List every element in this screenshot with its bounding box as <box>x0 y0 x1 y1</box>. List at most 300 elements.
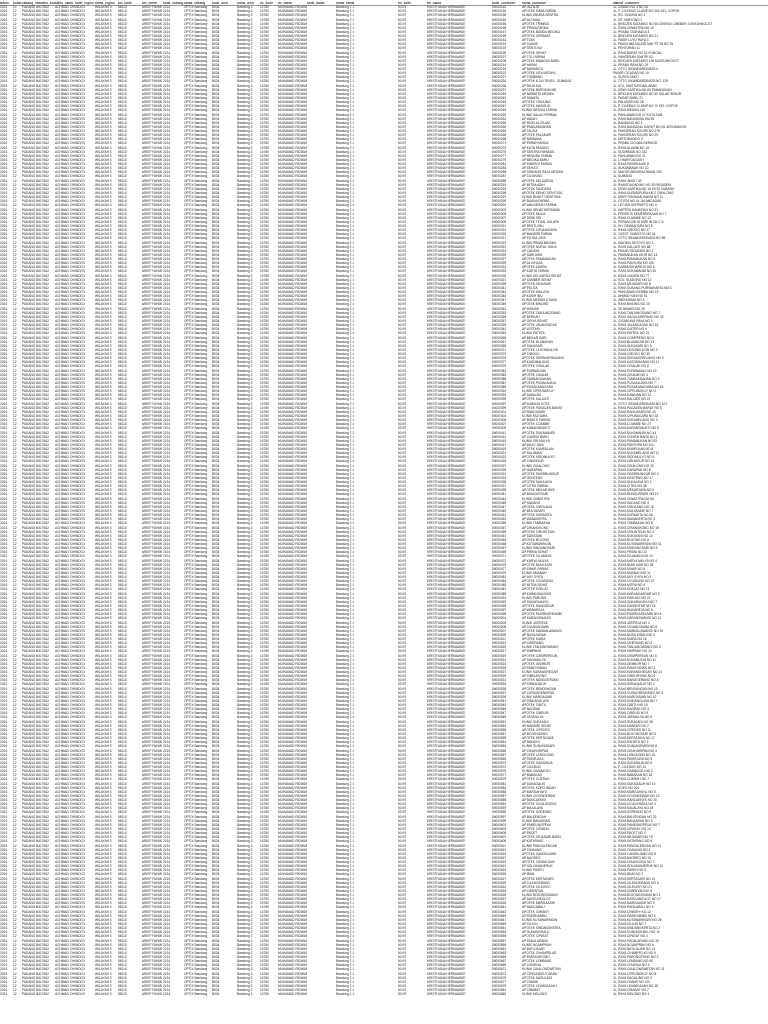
cell-dc-kode: 14780 <box>260 616 278 620</box>
cell-sales-kode: 17662 <box>40 534 55 538</box>
cell-tm-nama: KRISTIYANA HERMAWATI <box>427 794 492 798</box>
cell-nama-region: WILAYAH 3 <box>95 26 118 30</box>
cell-nama-kanal: Bandung 2 1 <box>336 827 398 831</box>
cell-nama-region: WILAYAH 3 <box>95 587 118 591</box>
cell-bulan: 12 <box>13 84 22 88</box>
cell-kode-region: INDO3 <box>75 848 95 852</box>
cell-nama-area: Bandung 3 <box>237 765 260 769</box>
cell-sales-kode: 17662 <box>40 728 55 732</box>
cell-am-kode: 58110 <box>118 868 142 872</box>
cell-nama-customer: APOTEK K-24 ITENTA - SUMANG <box>522 79 613 83</box>
cell-nama-kanal: Bandung 2 1 <box>336 728 398 732</box>
cell-nama-customer: KLINIK PANGALENGAN <box>522 844 613 848</box>
cell-nama-customer: APOTEK KIMIA FARMA <box>522 9 613 13</box>
cell-sales-kode: 17662 <box>40 26 55 30</box>
cell-dc-kode: 14780 <box>260 323 278 327</box>
cell-kode-customer: 50000166 <box>492 26 522 30</box>
column-header-bulan: bulan <box>13 1 22 5</box>
cell-am-nama: ARIEF FAHMI <box>142 699 163 703</box>
cell-am-kode: 58110 <box>118 488 142 492</box>
cell-tahun: 2024 <box>0 166 13 170</box>
cell-tm-kode: 50.09 <box>398 117 427 121</box>
cell-bulan: 12 <box>13 761 22 765</box>
cell-bulan: 12 <box>13 666 22 670</box>
cell-alamat-customer: JL. RAYA CURUGRENDENG NO 4 <box>613 691 768 695</box>
cell-tm-kode: 50.09 <box>398 695 427 699</box>
cell-cabang-nama: PADANG BA <box>22 625 40 629</box>
cell-kode-region: INDO3 <box>75 790 95 794</box>
cell-kode-area: B034 <box>212 290 237 294</box>
cell-kode-region: INDO3 <box>75 769 95 773</box>
cell-alamat-customer: JL. RAYA PRIMA NO 22 <box>613 550 768 554</box>
cell-sales-kode: 17662 <box>40 88 55 92</box>
cell-tahun: 2024 <box>0 443 13 447</box>
cell-sales-kode: 17662 <box>40 782 55 786</box>
cell-nama-cabang: OPTIX Bandung <box>184 472 212 476</box>
cell-nama-kanal: Bandung 2 1 <box>336 327 398 331</box>
cell-tm-nama: KRISTIYANA HERMAWATI <box>427 447 492 451</box>
cell-sales-nama: ACHMAD CH <box>55 22 75 26</box>
cell-am-kode: 58110 <box>118 356 142 360</box>
cell-tahun: 2024 <box>0 294 13 298</box>
cell-dc-nama: MUHAMAD RIDWAN <box>278 203 307 207</box>
cell-am-kode: 58110 <box>118 517 142 521</box>
cell-sales-nama: ACHMAD CH <box>55 728 75 732</box>
cell-sales-nama: ACHMAD CH <box>55 575 75 579</box>
cell-nama-kanal: Bandung 2 1 <box>336 769 398 773</box>
cell-tahun: 2024 <box>0 373 13 377</box>
cell-nama-cabang: OPTIX Bandung <box>184 550 212 554</box>
cell-dc-kode: 14780 <box>260 121 278 125</box>
cell-kode-area: B034 <box>212 815 237 819</box>
cell-alamat-customer: JL. MAYOR ABDURACHMAN 192 <box>613 170 768 174</box>
cell-sales-kode: 17662 <box>40 583 55 587</box>
cell-kode-region: INDO3 <box>75 550 95 554</box>
cell-tahun: 2024 <box>0 674 13 678</box>
cell-dc-nama: MUHAMAD RIDWAN <box>278 757 307 761</box>
cell-tm-nama: KRISTIYANA HERMAWATI <box>427 96 492 100</box>
cell-kode-customer: 50000479 <box>492 571 522 575</box>
cell-alamat-customer: JL. OTTO ISKANDARDINATA 4 <box>613 67 768 71</box>
cell-cabang-nama: PADANG BA <box>22 360 40 364</box>
cell-am-kode: 58110 <box>118 397 142 401</box>
cell-tm-kode: 50.09 <box>398 443 427 447</box>
cell-am-nama: ARIEF FAHMI <box>142 183 163 187</box>
cell-nama-region: WILAYAH 3 <box>95 732 118 736</box>
cell-kode-area: B034 <box>212 30 237 34</box>
cell-alamat-customer: JL. RAYA PANGALENGAN NO 11 <box>613 844 768 848</box>
cell-nama-region: WILAYAH 3 <box>95 241 118 245</box>
cell-nama-customer: AP.NIRWANA <box>522 137 613 141</box>
cell-nama-customer: KLINIK PRIMA MEDIKA <box>522 241 613 245</box>
cell-kode-area: B034 <box>212 418 237 422</box>
cell-nama-area: Bandung 3 <box>237 220 260 224</box>
cell-nama-area: Bandung 3 <box>237 645 260 649</box>
cell-dc-kode: 14780 <box>260 749 278 753</box>
cell-nama-kanal: Bandung 2 1 <box>336 542 398 546</box>
cell-am-nama: ARIEF FAHMI <box>142 261 163 265</box>
cell-nama-cabang: OPTIX Bandung <box>184 46 212 50</box>
cell-nama-kanal: Bandung 2 1 <box>336 26 398 30</box>
cell-tm-kode: 50.09 <box>398 596 427 600</box>
cell-nama-region: WILAYAH 3 <box>95 208 118 212</box>
cell-tahun: 2024 <box>0 472 13 476</box>
cell-bulan: 12 <box>13 129 22 133</box>
cell-sales-nama: ACHMAD CH <box>55 592 75 596</box>
cell-bulan: 12 <box>13 872 22 876</box>
cell-tahun: 2024 <box>0 84 13 88</box>
cell-tm-kode: 50.09 <box>398 835 427 839</box>
cell-nama-cabang: OPTIX Bandung <box>184 753 212 757</box>
cell-nama-area: Bandung 3 <box>237 526 260 530</box>
cell-tm-nama: KRISTIYANA HERMAWATI <box>427 170 492 174</box>
cell-bulan: 12 <box>13 13 22 17</box>
cell-sales-nama: ACHMAD CH <box>55 612 75 616</box>
cell-kode-cabang: 2134 <box>163 96 184 100</box>
cell-kode-cabang: 2134 <box>163 707 184 711</box>
cell-nama-customer: APOTEK BAROKAH 88 <box>522 88 613 92</box>
cell-nama-cabang: OPTIX Bandung <box>184 203 212 207</box>
cell-alamat-customer: JL. PANGERAN SANTRI 62 <box>613 55 768 59</box>
cell-tm-nama: KRISTIYANA HERMAWATI <box>427 546 492 550</box>
cell-cabang-nama: PADANG BA <box>22 773 40 777</box>
cell-kode-area: B034 <box>212 220 237 224</box>
cell-nama-area: Bandung 3 <box>237 744 260 748</box>
cell-bulan: 12 <box>13 740 22 744</box>
cell-bulan: 12 <box>13 480 22 484</box>
cell-am-kode: 58110 <box>118 331 142 335</box>
cell-sales-nama: ACHMAD CH <box>55 51 75 55</box>
cell-dc-kode: 14780 <box>260 678 278 682</box>
cell-cabang-nama: PADANG BA <box>22 146 40 150</box>
cell-kode-customer: 50000167 <box>492 30 522 34</box>
cell-nama-customer: AP.CITRA FARMA <box>522 484 613 488</box>
cell-kode-area: B034 <box>212 517 237 521</box>
cell-dc-nama: MUHAMAD RIDWAN <box>278 596 307 600</box>
cell-dc-kode: 14780 <box>260 517 278 521</box>
cell-nama-area: Bandung 3 <box>237 208 260 212</box>
cell-nama-kanal: Bandung 2 1 <box>336 30 398 34</box>
cell-nama-cabang: OPTIX Bandung <box>184 100 212 104</box>
cell-am-kode: 58110 <box>118 191 142 195</box>
cell-tahun: 2024 <box>0 22 13 26</box>
cell-sales-kode: 17662 <box>40 753 55 757</box>
cell-alamat-customer: JL. RAYA MEDIKA 116 <box>613 108 768 112</box>
cell-kode-customer: 50000603 <box>492 827 522 831</box>
cell-sales-nama: ACHMAD CH <box>55 732 75 736</box>
cell-kode-region: INDO3 <box>75 736 95 740</box>
cell-kode-area: B034 <box>212 526 237 530</box>
cell-kode-region: INDO3 <box>75 63 95 67</box>
cell-bulan: 12 <box>13 323 22 327</box>
cell-dc-kode: 14780 <box>260 187 278 191</box>
cell-cabang-nama: PADANG BA <box>22 451 40 455</box>
cell-nama-customer: APOTEK SOREANG <box>522 810 613 814</box>
cell-nama-customer: AP.ANUGERAH FARMA <box>522 203 613 207</box>
cell-kode-cabang: 2134 <box>163 327 184 331</box>
cell-sales-kode: 17662 <box>40 455 55 459</box>
cell-tm-kode: 50.09 <box>398 88 427 92</box>
cell-kode-cabang: 2134 <box>163 670 184 674</box>
cell-nama-kanal: Bandung 2 1 <box>336 162 398 166</box>
cell-nama-kanal: Bandung 2 1 <box>336 753 398 757</box>
cell-nama-kanal: Bandung 2 1 <box>336 42 398 46</box>
cell-kode-cabang: 2134 <box>163 364 184 368</box>
cell-dc-kode: 14780 <box>260 282 278 286</box>
cell-bulan: 12 <box>13 517 22 521</box>
cell-nama-customer: AP.DEWI SRI <box>522 216 613 220</box>
cell-am-kode: 58110 <box>118 711 142 715</box>
cell-nama-area: Bandung 3 <box>237 732 260 736</box>
cell-nama-region: WILAYAH 3 <box>95 323 118 327</box>
cell-dc-nama: MUHAMAD RIDWAN <box>278 96 307 100</box>
cell-kode-region: INDO3 <box>75 517 95 521</box>
cell-tahun: 2024 <box>0 108 13 112</box>
cell-nama-area: Bandung 3 <box>237 464 260 468</box>
cell-dc-kode: 14780 <box>260 744 278 748</box>
cell-nama-cabang: OPTIX Bandung <box>184 253 212 257</box>
cell-nama-customer: AP.CIMENYAN <box>522 889 613 893</box>
cell-tm-nama: KRISTIYANA HERMAWATI <box>427 426 492 430</box>
cell-tm-kode: 50.09 <box>398 559 427 563</box>
cell-nama-area: Bandung 3 <box>237 633 260 637</box>
cell-am-kode: 58110 <box>118 621 142 625</box>
cell-kode-customer: 50000425 <box>492 459 522 463</box>
cell-am-kode: 58110 <box>118 554 142 558</box>
cell-am-kode: 58110 <box>118 728 142 732</box>
cell-cabang-nama: PADANG BA <box>22 348 40 352</box>
cell-tm-nama: KRISTIYANA HERMAWATI <box>427 307 492 311</box>
cell-tm-kode: 50.09 <box>398 113 427 117</box>
cell-tahun: 2024 <box>0 63 13 67</box>
cell-nama-customer: KLINIK ANNISA SENTRA <box>522 13 613 17</box>
cell-kode-cabang: 2134 <box>163 216 184 220</box>
cell-am-kode: 58110 <box>118 327 142 331</box>
cell-dc-nama: MUHAMAD RIDWAN <box>278 526 307 530</box>
cell-nama-area: Bandung 3 <box>237 567 260 571</box>
cell-kode-region: INDO3 <box>75 885 95 889</box>
cell-sales-nama: ACHMAD CH <box>55 538 75 542</box>
cell-kode-customer: 50000535 <box>492 687 522 691</box>
cell-dc-kode: 14780 <box>260 232 278 236</box>
cell-nama-cabang: OPTIX Bandung <box>184 137 212 141</box>
cell-tm-kode: 50.09 <box>398 583 427 587</box>
cell-kode-cabang: 2134 <box>163 559 184 563</box>
cell-dc-nama: MUHAMAD RIDWAN <box>278 319 307 323</box>
cell-nama-region: WILAYAH 3 <box>95 790 118 794</box>
cell-tahun: 2024 <box>0 645 13 649</box>
cell-dc-nama: MUHAMAD RIDWAN <box>278 191 307 195</box>
column-header-kode-kanal: kode_kanal <box>307 1 336 5</box>
cell-sales-kode: 17662 <box>40 794 55 798</box>
cell-nama-area: Bandung 3 <box>237 658 260 662</box>
cell-kode-cabang: 2134 <box>163 426 184 430</box>
cell-nama-kanal: Bandung 2 1 <box>336 113 398 117</box>
cell-am-nama: ARIEF FAHMI <box>142 823 163 827</box>
cell-nama-kanal: Bandung 2 1 <box>336 331 398 335</box>
cell-am-kode: 58110 <box>118 509 142 513</box>
cell-dc-nama: MUHAMAD RIDWAN <box>278 265 307 269</box>
cell-nama-region: WILAYAH 3 <box>95 356 118 360</box>
cell-kode-cabang: 2134 <box>163 728 184 732</box>
cell-sales-kode: 17662 <box>40 815 55 819</box>
cell-dc-kode: 14780 <box>260 203 278 207</box>
cell-alamat-customer: JL. RAYA BLANAKAN NO 13 <box>613 340 768 344</box>
cell-am-nama: ARIEF FAHMI <box>142 687 163 691</box>
cell-kode-region: INDO3 <box>75 687 95 691</box>
cell-kode-area: B034 <box>212 579 237 583</box>
cell-bulan: 12 <box>13 587 22 591</box>
cell-alamat-customer: JL. RAYA SUBANG PURWAKARTA KM 3 <box>613 286 768 290</box>
cell-nama-kanal: Bandung 2 1 <box>336 641 398 645</box>
cell-kode-cabang: 2134 <box>163 893 184 897</box>
cell-nama-cabang: OPTIX Bandung <box>184 55 212 59</box>
cell-nama-customer: KLINIK MEDIKA FARMA <box>522 108 613 112</box>
cell-alamat-customer: JL. RAYA CIKAHURIPAN NO 4 <box>613 749 768 753</box>
cell-am-kode: 58110 <box>118 691 142 695</box>
cell-am-nama: ARIEF FAHMI <box>142 575 163 579</box>
cell-nama-region: WILAYAH 3 <box>95 117 118 121</box>
cell-sales-kode: 17662 <box>40 410 55 414</box>
cell-tahun: 2024 <box>0 464 13 468</box>
cell-bulan: 12 <box>13 418 22 422</box>
cell-nama-cabang: OPTIX Bandung <box>184 146 212 150</box>
cell-cabang-nama: PADANG BA <box>22 645 40 649</box>
cell-bulan: 12 <box>13 340 22 344</box>
cell-nama-customer: AP.HIKMAH <box>522 307 613 311</box>
cell-kode-cabang: 2134 <box>163 488 184 492</box>
cell-nama-cabang: OPTIX Bandung <box>184 418 212 422</box>
cell-tm-kode: 50.09 <box>398 819 427 823</box>
cell-kode-customer: 50000605 <box>492 831 522 835</box>
cell-nama-cabang: OPTIX Bandung <box>184 587 212 591</box>
cell-dc-nama: MUHAMAD RIDWAN <box>278 740 307 744</box>
cell-sales-nama: ACHMAD CH <box>55 5 75 9</box>
cell-nama-kanal: Bandung 2 1 <box>336 844 398 848</box>
cell-bulan: 12 <box>13 261 22 265</box>
cell-nama-customer: AP.PRIMA SEHAT <box>522 550 613 554</box>
cell-sales-kode: 17662 <box>40 84 55 88</box>
cell-sales-kode: 17662 <box>40 435 55 439</box>
cell-sales-kode: 17662 <box>40 550 55 554</box>
cell-kode-region: INDO3 <box>75 773 95 777</box>
cell-cabang-nama: PADANG BA <box>22 195 40 199</box>
cell-kode-area: B034 <box>212 670 237 674</box>
cell-bulan: 12 <box>13 649 22 653</box>
cell-nama-cabang: OPTIX Bandung <box>184 402 212 406</box>
cell-nama-area: Bandung 3 <box>237 150 260 154</box>
cell-cabang-nama: PADANG BA <box>22 220 40 224</box>
cell-cabang-nama: PADANG BA <box>22 757 40 761</box>
cell-nama-customer: AP.BUNGURSARI <box>522 492 613 496</box>
cell-nama-cabang: OPTIX Bandung <box>184 625 212 629</box>
cell-nama-cabang: OPTIX Bandung <box>184 505 212 509</box>
cell-tahun: 2024 <box>0 212 13 216</box>
cell-cabang-nama: PADANG BA <box>22 852 40 856</box>
cell-tm-nama: KRISTIYANA HERMAWATI <box>427 216 492 220</box>
cell-kode-cabang: 2134 <box>163 311 184 315</box>
cell-nama-area: Bandung 3 <box>237 881 260 885</box>
cell-cabang-nama: PADANG BA <box>22 261 40 265</box>
cell-bulan: 12 <box>13 360 22 364</box>
cell-tm-nama: KRISTIYANA HERMAWATI <box>427 183 492 187</box>
cell-am-kode: 58110 <box>118 455 142 459</box>
cell-tahun: 2024 <box>0 187 13 191</box>
cell-nama-area: Bandung 3 <box>237 848 260 852</box>
cell-am-kode: 58110 <box>118 232 142 236</box>
cell-nama-area: Bandung 3 <box>237 166 260 170</box>
cell-dc-nama: MUHAMAD RIDWAN <box>278 744 307 748</box>
cell-kode-customer: 50000501 <box>492 616 522 620</box>
cell-alamat-customer: JL. DEWI SARTIKA NO 65 PAMANUKAN <box>613 88 768 92</box>
cell-tm-kode: 50.09 <box>398 108 427 112</box>
cell-nama-kanal: Bandung 2 1 <box>336 393 398 397</box>
cell-nama-area: Bandung 3 <box>237 472 260 476</box>
cell-nama-cabang: OPTIX Bandung <box>184 538 212 542</box>
cell-nama-area: Bandung 3 <box>237 373 260 377</box>
cell-am-kode: 58110 <box>118 26 142 30</box>
cell-tm-kode: 50.09 <box>398 67 427 71</box>
cell-tahun: 2024 <box>0 150 13 154</box>
column-header-am-kode: am_kode <box>118 1 142 5</box>
cell-kode-area: B034 <box>212 253 237 257</box>
cell-tm-kode: 50.09 <box>398 199 427 203</box>
cell-sales-nama: ACHMAD CH <box>55 790 75 794</box>
cell-nama-customer: APOTEK MEKARJAYA <box>522 488 613 492</box>
cell-am-nama: ARIEF FAHMI <box>142 728 163 732</box>
cell-nama-area: Bandung 3 <box>237 736 260 740</box>
cell-kode-region: INDO3 <box>75 170 95 174</box>
cell-kode-region: INDO3 <box>75 344 95 348</box>
cell-nama-kanal: Bandung 2 1 <box>336 92 398 96</box>
cell-bulan: 12 <box>13 827 22 831</box>
cell-cabang-nama: PADANG BA <box>22 141 40 145</box>
cell-tm-kode: 50.09 <box>398 344 427 348</box>
cell-cabang-nama: PADANG BA <box>22 872 40 876</box>
cell-cabang-nama: PADANG BA <box>22 715 40 719</box>
cell-kode-cabang: 2134 <box>163 141 184 145</box>
cell-nama-area: Bandung 3 <box>237 699 260 703</box>
cell-tm-kode: 50.09 <box>398 740 427 744</box>
cell-sales-kode: 17662 <box>40 476 55 480</box>
cell-nama-region: WILAYAH 3 <box>95 637 118 641</box>
cell-sales-kode: 17662 <box>40 232 55 236</box>
cell-nama-area: Bandung 3 <box>237 224 260 228</box>
cell-nama-customer: APOTEK WALUYA <box>522 290 613 294</box>
cell-nama-region: WILAYAH 3 <box>95 831 118 835</box>
cell-tahun: 2024 <box>0 352 13 356</box>
cell-alamat-customer: JL. RAYA SUKAMULYA NO 11 <box>613 658 768 662</box>
cell-kode-cabang: 2134 <box>163 208 184 212</box>
cell-am-kode: 58110 <box>118 583 142 587</box>
cell-alamat-customer: JL. OTTO ISKANDARDINATA NO 56 <box>613 236 768 240</box>
cell-nama-region: WILAYAH 3 <box>95 786 118 790</box>
cell-nama-customer: AP.SALAMAH <box>522 451 613 455</box>
cell-kode-area: B034 <box>212 282 237 286</box>
cell-tm-nama: KRISTIYANA HERMAWATI <box>427 315 492 319</box>
cell-tm-nama: KRISTIYANA HERMAWATI <box>427 521 492 525</box>
cell-sales-nama: ACHMAD CH <box>55 13 75 17</box>
cell-tm-kode: 50.09 <box>398 546 427 550</box>
cell-nama-customer: AP.KARYA MULYA <box>522 559 613 563</box>
cell-nama-cabang: OPTIX Bandung <box>184 480 212 484</box>
cell-sales-kode: 17662 <box>40 241 55 245</box>
cell-dc-kode: 14780 <box>260 521 278 525</box>
cell-nama-customer: APOTEK ZAHRA <box>522 265 613 269</box>
cell-nama-cabang: OPTIX Bandung <box>184 678 212 682</box>
cell-dc-kode: 14780 <box>260 526 278 530</box>
cell-nama-region: WILAYAH 3 <box>95 5 118 9</box>
